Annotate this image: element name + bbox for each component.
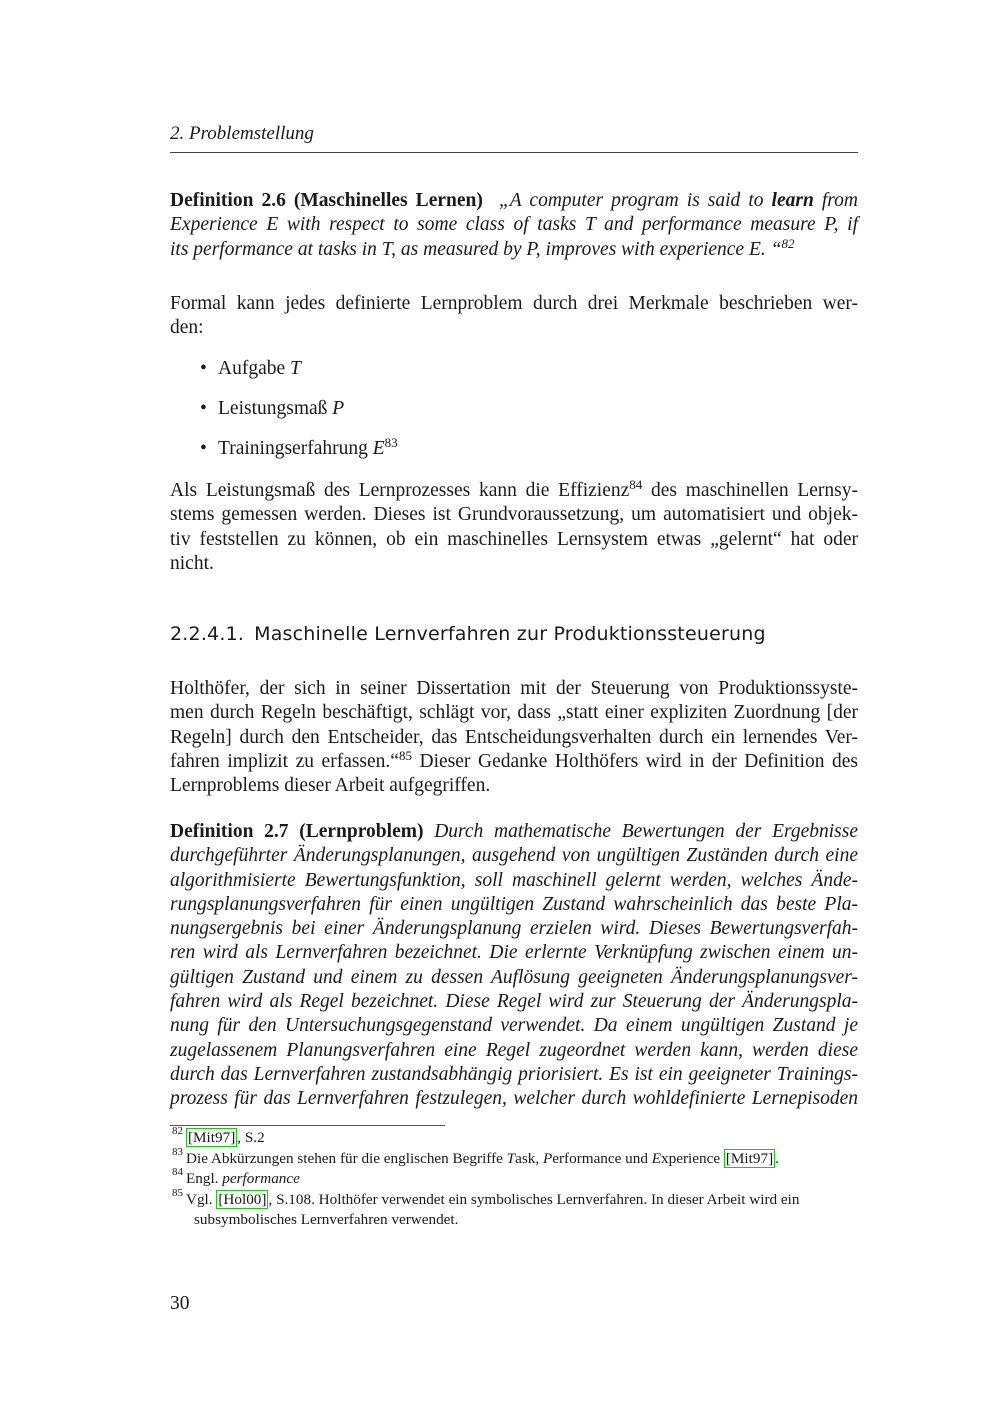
list-item-text: Trainingserfahrung <box>218 438 373 459</box>
section-number: 2.2.4.1. <box>170 623 245 645</box>
list-item-text: Leistungsmaß <box>218 398 333 419</box>
emphasis-learn: learn <box>771 190 814 211</box>
footnotes <box>172 1125 860 1231</box>
text-run: , S.2 <box>237 1129 265 1146</box>
page-number: 30 <box>170 1293 190 1314</box>
feature-list <box>170 357 858 477</box>
paragraph-line: Holthöfer, der sich in seiner Dissertation mit der Steuerung von Produktionssyste- <box>170 678 858 699</box>
definition-line: gültigen Zustand und einem zu dessen Auflösung geeigneten Änderungsplanungsver- <box>170 966 858 988</box>
footnote-ref[interactable]: 85 <box>398 747 412 763</box>
definition-line: fahren wird als Regel bezeichnet. Diese Regel wird zur Steuerung der Änderungspla- <box>170 991 858 1013</box>
definition-line: durch das Lernverfahren zustandsabhängig priorisiert. Es ist ein geeigneter Trainings- <box>170 1063 858 1085</box>
definition-line <box>170 235 858 262</box>
footnote-82: 82 [Mit97] , S.2 <box>172 1125 265 1146</box>
definition-line: prozess für das Lernverfahren festzulegen, welcher durch wohldefinierte Lernepisoden <box>170 1088 858 1110</box>
footnote-divider <box>170 1125 445 1126</box>
footnote-ref[interactable]: 84 <box>629 477 643 492</box>
paragraph-line: tiv feststellen zu können, ob ein maschinelles Lernsystem etwas „gelernt“ hat oder <box>170 528 858 550</box>
text-run: Als Leistungsmaß des Lernprozesses kann die Effizienz <box>170 480 630 501</box>
text-run: Vgl. <box>186 1190 217 1208</box>
text-run: erformance und <box>552 1149 652 1167</box>
paragraph-line: stems gemessen werden. Dieses ist Grundvoraussetzung, um automatisiert und objek- <box>170 504 858 526</box>
quote-text: from <box>813 190 858 211</box>
definition-line: nung für den Untersuchungsgegenstand verwendet. Da einem ungültigen Zustand je <box>170 1015 858 1037</box>
section-heading <box>170 621 766 647</box>
citation-link[interactable]: [Mit97] <box>725 1149 774 1167</box>
text-run: xperience <box>661 1149 724 1167</box>
paragraph-line <box>170 479 858 503</box>
bullet-marker: • <box>200 358 207 379</box>
definition-line: zugelassenem Planungsverfahren eine Regel zugeordnet werden kann, werden diese <box>170 1039 858 1061</box>
text-run: P <box>542 1149 553 1167</box>
list-item-symbol: E <box>372 438 385 459</box>
paragraph-line <box>170 747 859 774</box>
definition-line: algorithmisierte Bewertungsfunktion, soll maschinell gelernt werden, welches Ände- <box>170 869 858 891</box>
text-run: performance <box>222 1170 300 1187</box>
paragraph-line: den: <box>170 317 204 339</box>
paragraph-formal <box>170 292 858 341</box>
definition-line <box>170 820 858 844</box>
text-run: T <box>506 1149 516 1167</box>
text-run: Die Abkürzungen stehen für die englischen Begriffe <box>186 1149 507 1167</box>
quote-text: its performance at tasks in T, as measured by P, improves with experience E. “ <box>170 238 782 260</box>
definition-line <box>170 189 858 213</box>
list-item-symbol: T <box>290 358 301 379</box>
text-run: Durch mathematische Bewertungen der Ergebnisse <box>434 821 859 842</box>
definition-label: Definition 2.6 (Maschinelles Lernen) <box>170 190 483 211</box>
definition-2-6 <box>170 189 858 262</box>
footnote-83: 83 Die Abkürzungen stehen für die englischen Begriffe Task, Performance und Experience [Mit97] . <box>172 1145 779 1167</box>
footnote-ref[interactable]: 82 <box>781 235 795 251</box>
definition-line: Experience E with respect to some class of tasks T and performance measure P, if <box>170 214 858 236</box>
footnote-85: 85 Vgl. [Hol00] , S.108. Holthöfer verwendet ein symbolisches Lernverfahren. In dieser Arbeit wird ein subsymbolisches Lernverfahren verwendet. <box>172 1190 860 1231</box>
definition-line: durchgeführter Änderungsplanungen, ausgehend von ungültigen Zuständen durch eine <box>170 845 858 867</box>
text-run: , S.108. Holthöfer verwendet ein symbolisches Lernverfahren. In dieser Arbeit wird ein <box>268 1190 800 1208</box>
citation-link[interactable]: [Hol00] <box>218 1190 267 1208</box>
footnote-84: 84 Engl. performance <box>172 1166 300 1187</box>
section-title: Maschinelle Lernverfahren zur Produktionssteuerung <box>254 623 766 645</box>
definition-2-7 <box>170 820 858 1112</box>
paragraph-line: Formal kann jedes definierte Lernproblem durch drei Merkmale beschrieben wer- <box>170 293 858 314</box>
running-header <box>170 122 858 153</box>
footnote-continuation: subsymbolisches Lernverfahren verwendet. <box>194 1211 459 1228</box>
text-run: E <box>651 1149 662 1167</box>
list-item <box>170 397 858 437</box>
text-run: Engl. <box>186 1170 223 1187</box>
paragraph-line: men durch Regeln beschäftigt, schlägt vor, dass „statt einer expliziten Zuordnung [der <box>170 702 858 724</box>
paragraph-line: nicht. <box>170 552 214 574</box>
quote-text: „A computer program is said to <box>498 190 772 211</box>
bullet-marker: • <box>200 398 207 419</box>
citation-link[interactable]: [Mit97] <box>188 1129 236 1146</box>
paragraph-holthoefer <box>170 677 858 798</box>
list-item-symbol: P <box>332 398 345 419</box>
paragraph-line: Lernproblems dieser Arbeit aufgegriffen. <box>170 775 491 797</box>
list-item <box>170 437 858 477</box>
paragraph-line: Regeln] durch den Entscheider, das Entscheidungsverhalten durch ein lernendes Ver- <box>170 726 858 748</box>
definition-line: ren wird als Lernverfahren bezeichnet. Die erlernte Verknüpfung zwischen einem un- <box>170 942 858 964</box>
list-item <box>170 357 858 397</box>
footnote-ref[interactable]: 83 <box>384 435 398 450</box>
paragraph-effizienz <box>170 479 858 576</box>
text-run: Dieser Gedanke Holthöfers wird in der Definition des <box>411 750 859 772</box>
definition-line: rungsplanungsverfahren für einen ungültigen Zustand wahrscheinlich das beste Pla- <box>170 893 858 915</box>
text-run: des maschinellen Lernsy- <box>642 480 859 501</box>
text-run: ask, <box>515 1149 543 1167</box>
text-run: . <box>775 1149 779 1167</box>
definition-label: Definition 2.7 (Lernproblem) <box>170 821 424 842</box>
list-item-text: Aufgabe <box>218 358 291 379</box>
definition-line: nungsergebnis bei einer Änderungsplanung erzielen wird. Dieses Bewertungsverfah- <box>170 918 858 940</box>
text-run: fahren implizit zu erfassen.“ <box>170 750 399 772</box>
bullet-marker: • <box>200 438 207 459</box>
running-title: 2. Problemstellung <box>170 123 314 144</box>
